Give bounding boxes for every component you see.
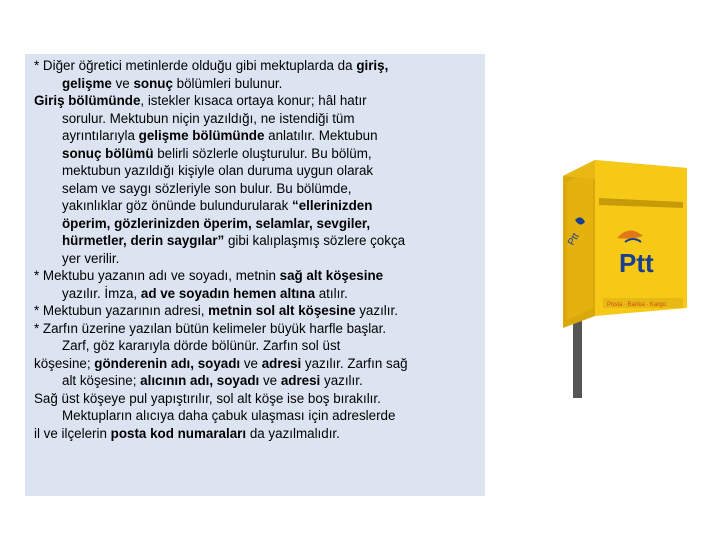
ptt-mailbox-illustration: [555, 158, 695, 398]
line-4: sorulur. Mektubun niçin yazıldığı, ne istendiği tüm: [62, 110, 355, 126]
mailbox-front: [595, 160, 687, 316]
line-9: yakınlıklar göz önünde bulundurularak “ellerinizden: [62, 198, 373, 213]
line-8: selam ve saygı sözleriyle son bulur. Bu bölümde,: [62, 180, 352, 196]
line-18: köşesine; gönderenin adı, soyadı ve adresi yazılır. Zarfın sağ: [34, 355, 408, 371]
ptt-ribbon-text: Posta · Banka · Kargo: [607, 302, 667, 308]
line-14: yazılır. İmza, ad ve soyadın hemen altına atılır.: [62, 285, 348, 301]
line-21: Mektupların alıcıya daha çabuk ulaşması için adreslerde: [62, 408, 396, 423]
line-20: Sağ üst köşeye pul yapıştırılır, sol alt köşe ise boş bırakılır.: [34, 390, 381, 406]
ptt-logo-text: Ptt: [619, 248, 654, 278]
line-6: sonuç bölümü belirli sözlerle oluşturulur. Bu bölüm,: [62, 145, 372, 161]
letter-rules-text: [34, 57, 480, 442]
line-3: Giriş bölümünde, istekler kısaca ortaya konur; hâl hatır: [34, 93, 367, 108]
mailbox-icon: [555, 158, 695, 398]
line-16: * Zarfın üzerine yazılan bütün kelimeler büyük harfle başlar.: [34, 320, 387, 336]
line-2: gelişme ve sonuç bölümleri bulunur.: [62, 75, 283, 91]
line-5: ayrıntılarıyla gelişme bölümünde anlatılır. Mektubun: [62, 128, 378, 143]
line-12: yer verilir.: [62, 250, 120, 266]
line-1: * Diğer öğretici metinlerde olduğu gibi mektuplarda da giriş,: [34, 58, 389, 73]
line-17: Zarf, göz kararıyla dörde bölünür. Zarfın sol üst: [62, 338, 341, 353]
line-15: * Mektubun yazarının adresi, metnin sol alt köşesine yazılır.: [34, 303, 398, 318]
line-19: alt köşesine; alıcının adı, soyadı ve adresi yazılır.: [62, 373, 363, 388]
line-10: öperim, gözlerinizden öperim, selamlar, sevgiler,: [62, 215, 371, 231]
line-11: hürmetler, derin saygılar” gibi kalıplaşmış sözlere çokça: [62, 233, 406, 248]
line-7: mektubun yazıldığı kişiyle olan duruma uygun olarak: [62, 163, 374, 178]
svg-text:Ptt: Ptt: [566, 231, 582, 248]
line-13: * Mektubu yazanın adı ve soyadı, metnin sağ alt köşesine: [34, 268, 384, 283]
line-22: il ve ilçelerin posta kod numaraları da yazılmalıdır.: [34, 425, 340, 441]
